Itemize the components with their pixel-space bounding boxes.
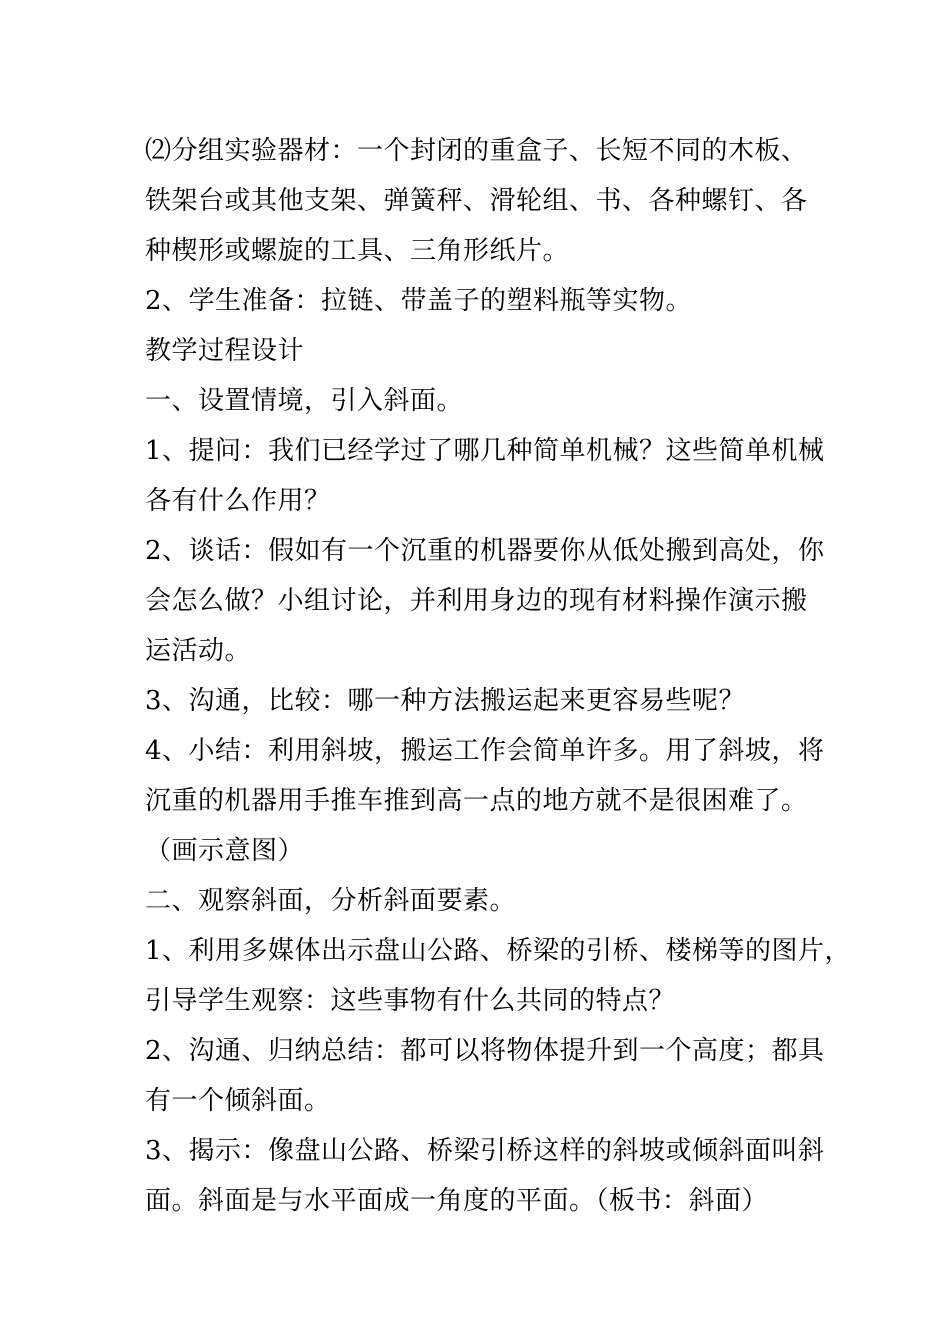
text-line: 有一个倾斜面。 — [145, 1086, 331, 1116]
text-line: 2、沟通、归纳总结：都可以将物体提升到一个高度；都具 — [145, 1036, 825, 1066]
text-line: （画示意图） — [145, 836, 305, 866]
text-line: 铁架台或其他支架、弹簧秤、滑轮组、书、各种螺钉、各 — [145, 186, 808, 216]
text-line: 沉重的机器用手推车推到高一点的地方就不是很困难了。 — [145, 786, 808, 816]
text-line: 各有什么作用？ — [145, 486, 331, 516]
text-line: 2、谈话：假如有一个沉重的机器要你从低处搬到高处，你 — [145, 536, 825, 566]
text-line: 会怎么做？小组讨论，并利用身边的现有材料操作演示搬 — [145, 586, 808, 616]
section-heading: 二、观察斜面，分析斜面要素。 — [145, 886, 517, 916]
text-line: 面。斜面是与水平面成一角度的平面。（板书：斜面） — [145, 1186, 769, 1216]
text-line: 3、揭示：像盘山公路、桥梁引桥这样的斜坡或倾斜面叫斜 — [145, 1136, 825, 1166]
document-body — [145, 126, 852, 1226]
text-line: 运活动。 — [145, 636, 252, 666]
text-line: 1、利用多媒体出示盘山公路、桥梁的引桥、楼梯等的图片， — [145, 936, 852, 966]
text-line: 2、学生准备：拉链、带盖子的塑料瓶等实物。 — [145, 286, 693, 316]
text-line: 种楔形或螺旋的工具、三角形纸片。 — [145, 236, 570, 266]
text-line: 引导学生观察：这些事物有什么共同的特点？ — [145, 986, 676, 1016]
text-line: 3、沟通，比较：哪一种方法搬运起来更容易些呢？ — [145, 686, 746, 716]
section-heading: 一、设置情境，引入斜面。 — [145, 386, 464, 416]
text-line: 1、提问：我们已经学过了哪几种简单机械？这些简单机械 — [145, 436, 825, 466]
text-line: ⑵分组实验器材：一个封闭的重盒子、长短不同的木板、 — [145, 136, 808, 166]
text-line: 4、小结：利用斜坡，搬运工作会简单许多。用了斜坡，将 — [145, 736, 825, 766]
section-heading: 教学过程设计 — [145, 336, 305, 366]
